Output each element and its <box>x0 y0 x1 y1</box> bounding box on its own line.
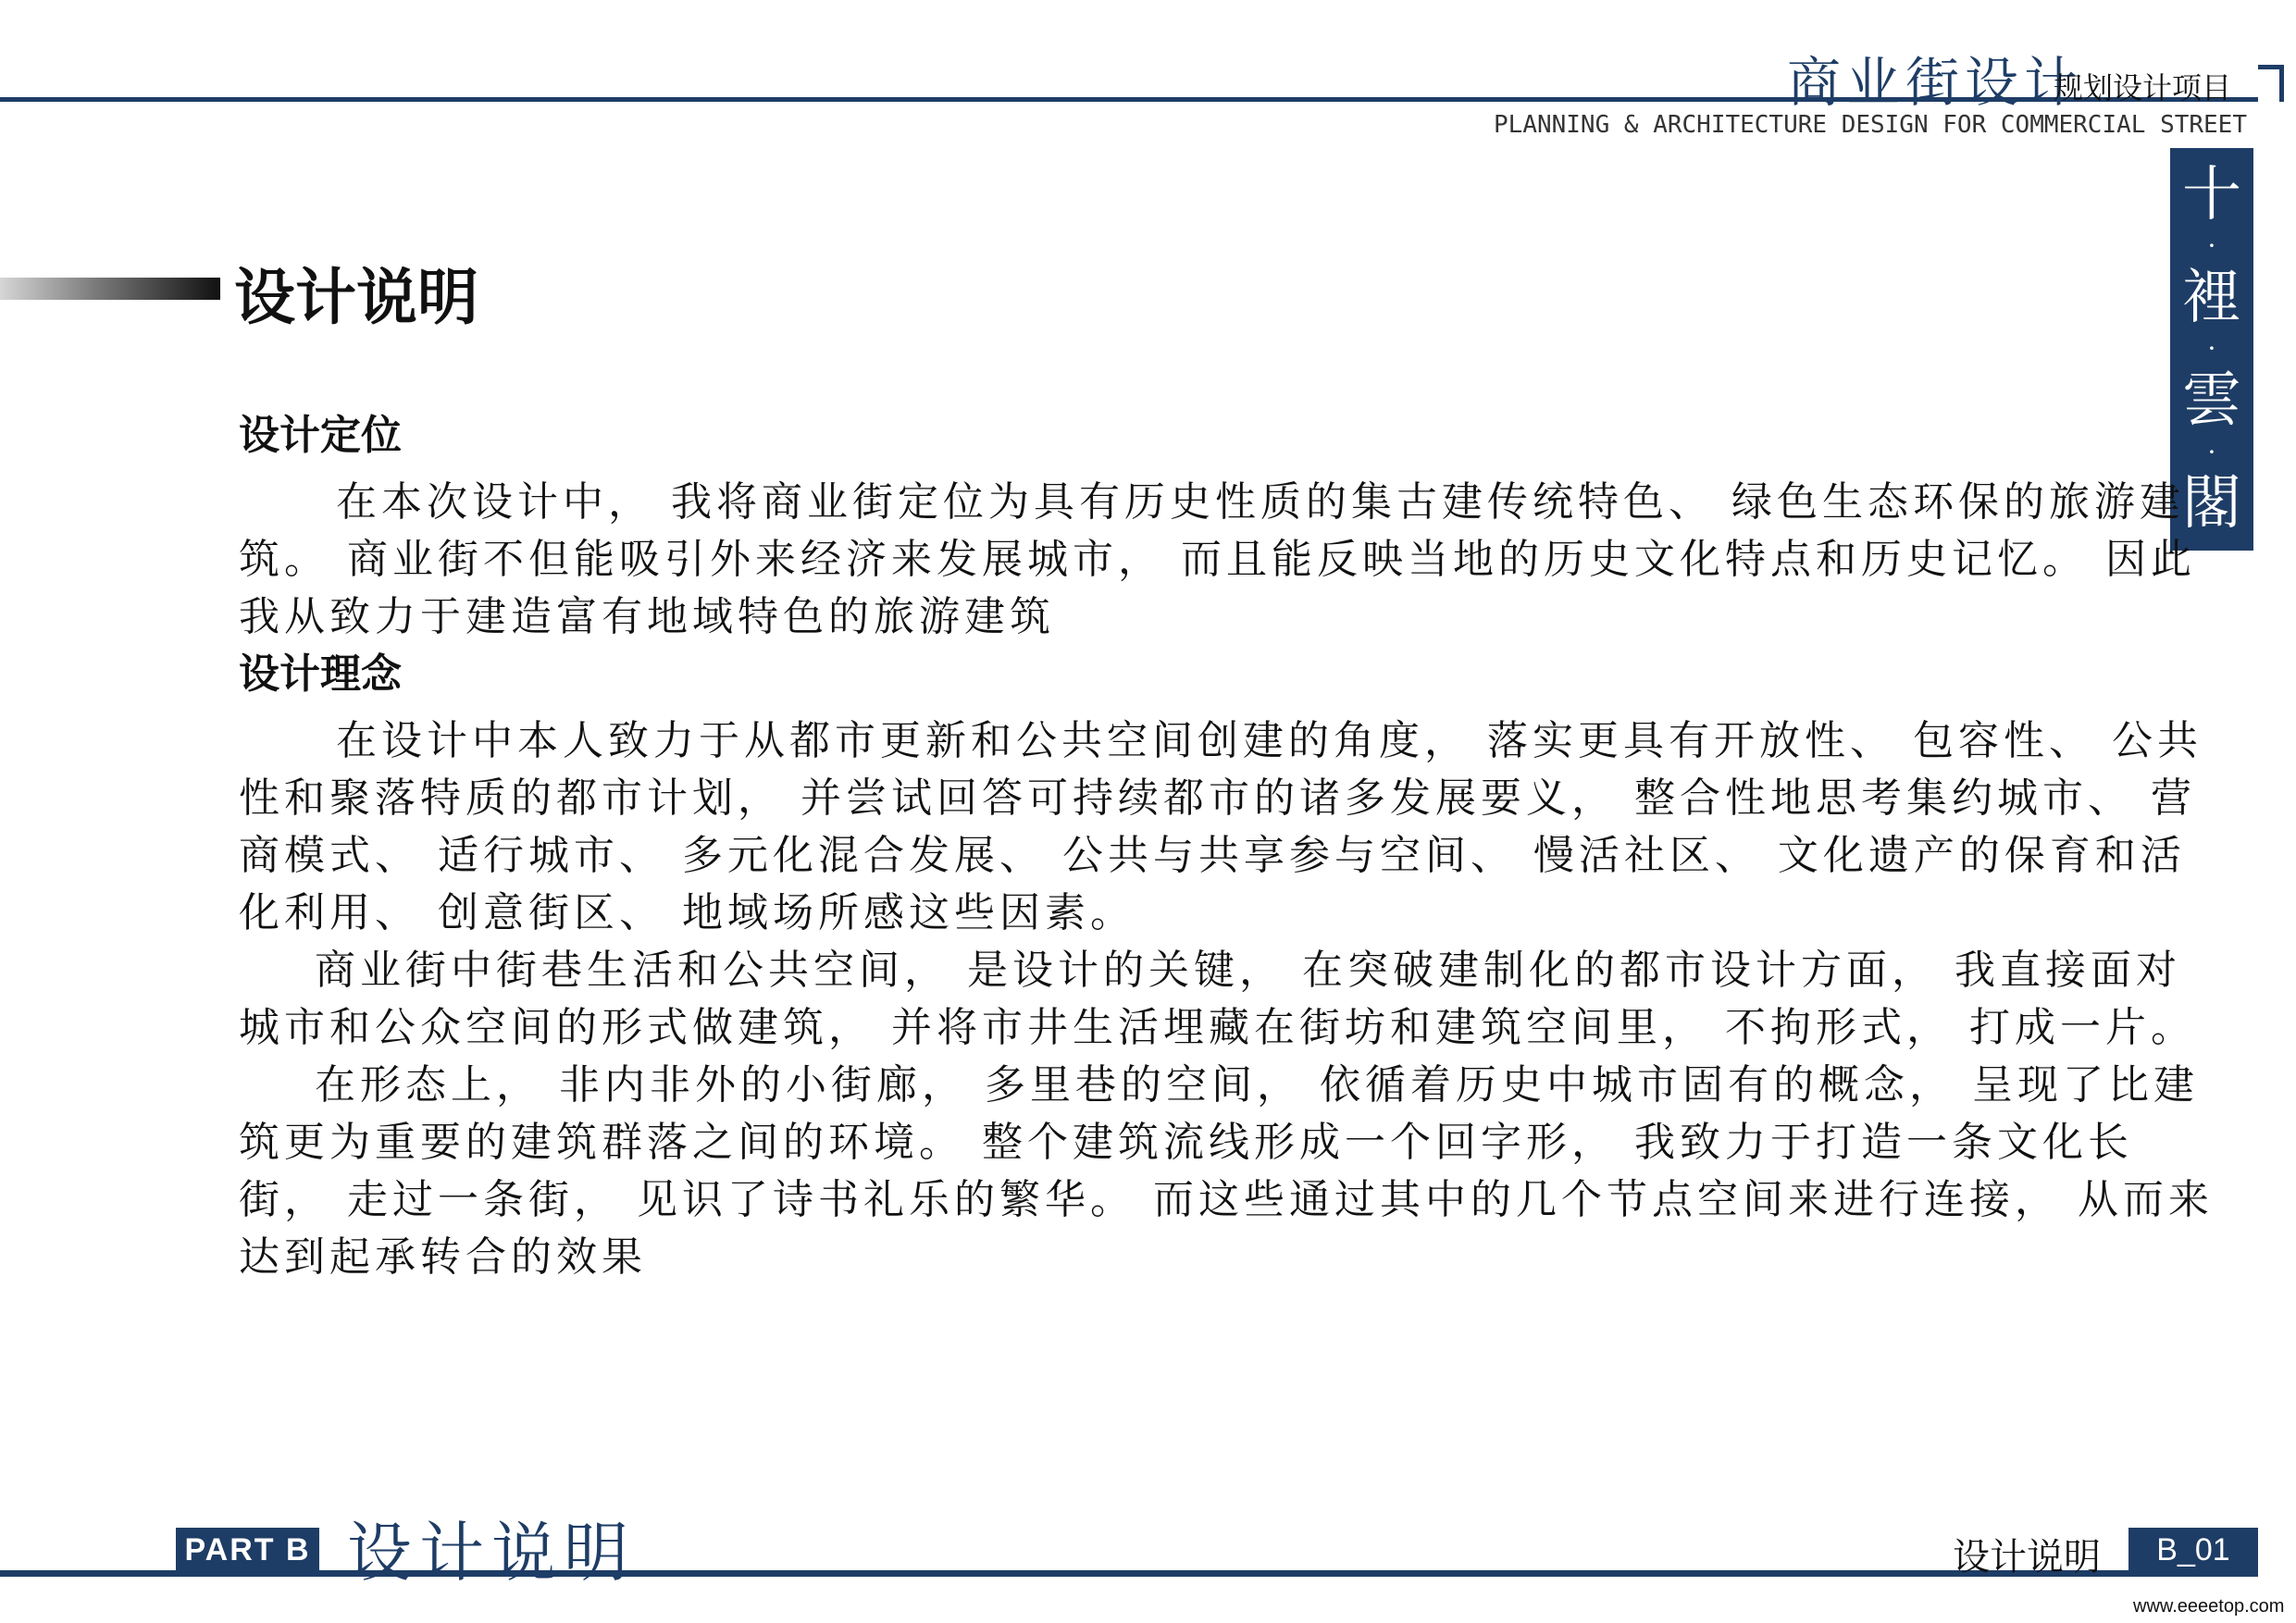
footer-rule <box>0 1570 2258 1577</box>
paragraph-concept-1: 在设计中本人致力于从都市更新和公共空间创建的角度， 落实更具有开放性、 包容性、 公共性和聚落特质的都市计划， 并尝试回答可持续都市的诸多发展要义， 整合性地思考集约城市、 营商模式、 适行城市、 多元化混合发展、 公共与共享参与空间、 慢活社区、 文化遗产的保育和活化利用、 创意街区、 地域场所感这些因素。 <box>239 717 2203 936</box>
english-title: PLANNING & ARCHITECTURE DESIGN FOR COMMERCIAL STREET <box>1494 111 2247 139</box>
banner-char: 雲 <box>2182 366 2241 436</box>
paragraph-positioning: 在本次设计中， 我将商业街定位为具有历史性质的集古建传统特色、 绿色生态环保的旅游建筑。 商业街不但能吸引外来经济来发展城市， 而且能反映当地的历史文化特点和历史记忆。 因此我从致力于建造富有地域特色的旅游建筑 <box>239 478 2196 640</box>
watermark-url: www.eeeetop.com <box>2133 1596 2285 1617</box>
section-title: 设计说明 <box>234 262 478 333</box>
part-label: PART B <box>176 1528 319 1572</box>
footer-section-label: 设计说明 <box>1953 1536 2101 1579</box>
heading-positioning: 设计定位 <box>239 412 402 459</box>
project-title: 商业街设计 <box>1786 51 2083 114</box>
content-body <box>239 407 2219 1286</box>
paragraph-concept-3: 在形态上， 非内非外的小街廊， 多里巷的空间， 依循着历史中城市固有的概念， 呈现了比建筑更为重要的建筑群落之间的环境。 整个建筑流线形成一个回字形， 我致力于打造一条文化长街， 走过一条街， 见识了诗书礼乐的繁华。 而这些通过其中的几个节点空间来进行连接， 从而来达到起承转合的效果 <box>239 1061 2214 1281</box>
banner-dot: · <box>2207 333 2216 365</box>
section-gradient-bar <box>0 278 220 300</box>
heading-concept: 设计理念 <box>239 650 402 698</box>
page-code: B_01 <box>2128 1528 2258 1572</box>
banner-dot: · <box>2207 230 2216 262</box>
footer-title: 设计说明 <box>347 1515 636 1591</box>
banner-char: 閣 <box>2182 469 2241 539</box>
banner-char: 十 <box>2182 160 2241 229</box>
banner-char: 裡 <box>2182 263 2241 332</box>
corner-bracket-right <box>2279 65 2284 102</box>
project-subtitle: 规划设计项目 <box>2053 70 2231 105</box>
banner-dot: · <box>2207 436 2216 467</box>
paragraph-concept-2: 商业街中街巷生活和公共空间， 是设计的关键， 在突破建制化的都市设计方面， 我直接面对城市和公众空间的形式做建筑， 并将市井生活埋藏在街坊和建筑空间里， 不拘形式， 打成一片。 <box>239 947 2196 1051</box>
